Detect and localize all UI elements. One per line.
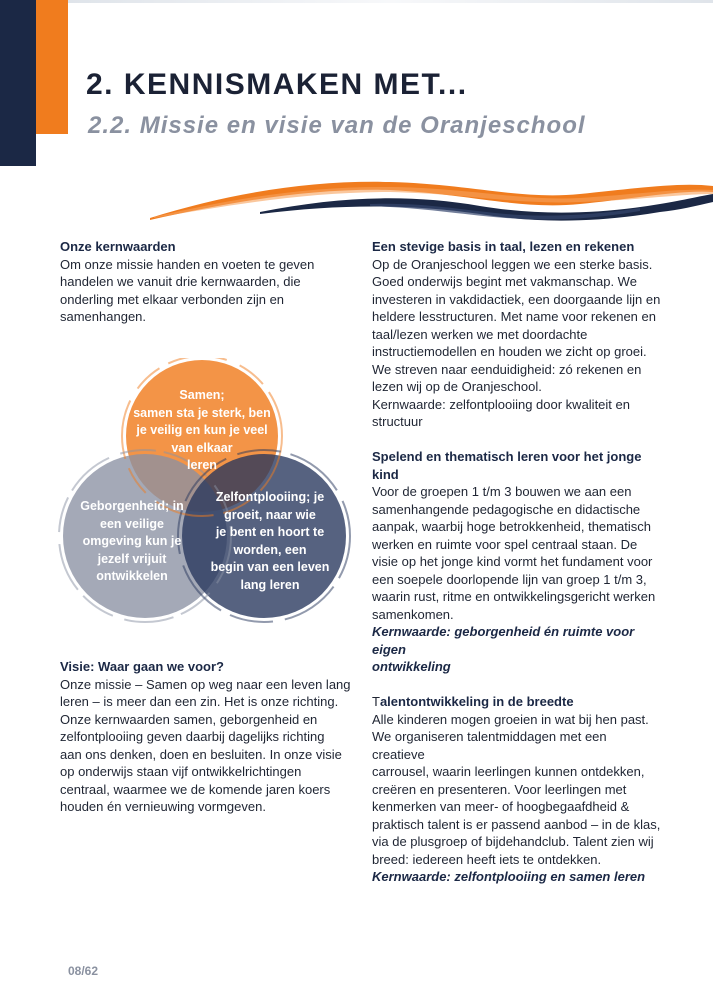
jonge-kind-line: aanpak, waarbij hoge betrokkenheid, thematisch	[372, 519, 651, 534]
visie-heading: Visie: Waar gaan we voor?	[60, 659, 224, 674]
jonge-kind-kernwaarde: ontwikkeling	[372, 659, 451, 674]
venn-label-geborgenheid	[76, 498, 188, 586]
talent-line: praktisch talent is er passend aanbod – in de klas,	[372, 816, 661, 832]
orange-accent-bar	[36, 0, 68, 134]
jonge-kind-line: visie op het jonge kind vormt het fundament voor	[372, 554, 653, 569]
visie-line: Onze missie – Samen op weg naar een leven lang	[60, 676, 351, 692]
jonge-kind-line: werken en ruimte voor spel centraal staan. De	[372, 536, 638, 552]
basis-line: structuur	[372, 414, 423, 429]
basis-line: Goed onderwijs begint met vakmanschap. We	[372, 274, 637, 289]
venn-zelfontplooiing-line: Zelfontplooiing; je	[215, 490, 325, 504]
brush-swoosh-decoration	[140, 168, 713, 228]
jonge-kind-line: een soepele doorlopende lijn van groep 1 t/m 3,	[372, 571, 647, 587]
talent-line: via de plusgroep of bijdehandclub. Talent zien wij	[372, 834, 654, 849]
page-title: 2. KENNISMAKEN MET...	[86, 68, 468, 101]
jonge-kind-line: waarin rust, ritme en ontwikkelingsgericht werken	[372, 589, 656, 604]
venn-samen-line: Samen;	[179, 388, 225, 402]
talent-kernwaarde: Kernwaarde: zelfontplooiing en samen leren	[372, 869, 646, 884]
top-divider	[68, 0, 713, 3]
talent-line: creëren en presenteren. Voor leerlingen met	[372, 781, 627, 797]
talent-line: carrousel, waarin leerlingen kunnen ontdekken,	[372, 764, 645, 779]
basis-line: Op de Oranjeschool leggen we een sterke basis.	[372, 256, 653, 272]
venn-geborgenheid-line: een veilige	[100, 516, 164, 531]
kernwaarden-line: Om onze missie handen en voeten te geven	[60, 256, 315, 272]
basis-line: investeren in vakdidactiek, een doorgaande lijn en	[372, 291, 661, 307]
talent-line: breed: iedereen heeft iets te ontdekken.	[372, 851, 602, 867]
talent-line: Alle kinderen mogen groeien in wat bij hen past.	[372, 711, 649, 727]
talent-line: kenmerken van meer- of hoogbegaafdheid &	[372, 799, 630, 814]
page-number: 08/62	[68, 964, 99, 978]
basis-line: We streven naar eenduidigheid: zó rekenen en	[372, 361, 642, 377]
venn-zelfontplooiing-line: begin van een leven	[210, 560, 330, 574]
venn-samen-line: je veilig en kun je veel	[136, 423, 268, 437]
venn-samen-line: van elkaar	[171, 440, 233, 455]
talent-heading	[372, 693, 662, 711]
basis-line: taal/lezen werken we met doordachte	[372, 326, 588, 342]
venn-samen-line: samen sta je sterk, ben	[133, 405, 271, 420]
ontwikkelrichtingen-column	[372, 238, 662, 886]
talent-heading-initial: T	[372, 694, 380, 709]
venn-geborgenheid-line: Geborgenheid; in	[80, 499, 184, 513]
visie-section	[60, 658, 352, 816]
venn-geborgenheid-line: ontwikkelen	[96, 569, 168, 583]
basis-line: heldere lesstructuren. Met name voor rekenen en	[372, 309, 656, 324]
kernwaarden-section	[60, 238, 320, 326]
jonge-kind-kernwaarde: Kernwaarde: geborgenheid én ruimte voor eigen	[372, 624, 635, 657]
visie-line: zelfontplooiing geven daarbij dagelijks richting	[60, 729, 325, 744]
venn-zelfontplooiing-line: groeit, naar wie	[224, 507, 316, 522]
talent-line: We organiseren talentmiddagen met een creatieve	[372, 729, 607, 762]
visie-line: op onderwijs staan vijf ontwikkelrichtingen	[60, 764, 302, 779]
visie-line: houden én vernieuwing vormgeven.	[60, 799, 266, 814]
basis-line: instructiemodellen en houden we zicht op groei.	[372, 344, 647, 359]
visie-line: leren – is meer dan een zin. Het is onze richting.	[60, 694, 339, 709]
visie-line: Onze kernwaarden samen, geborgenheid en	[60, 711, 318, 727]
page-subtitle: 2.2. Missie en visie van de Oranjeschool	[88, 112, 586, 139]
venn-geborgenheid-line: omgeving kun je	[82, 534, 182, 548]
jonge-kind-line: Voor de groepen 1 t/m 3 bouwen we aan een	[372, 484, 632, 499]
venn-zelfontplooiing-line: lang leren	[240, 577, 300, 592]
jonge-kind-heading: Spelend en thematisch leren voor het jonge kind	[372, 449, 642, 482]
basis-line: lezen wij op de Oranjeschool.	[372, 379, 542, 394]
visie-line: aan ons denken, doen en besluiten. In onze visie	[60, 746, 342, 762]
kernwaarden-line: samenhangen.	[60, 309, 147, 324]
kernwaarden-line: handelen we vanuit drie kernwaarden, die	[60, 274, 301, 289]
navy-accent-bar	[0, 0, 36, 166]
venn-geborgenheid-line: jezelf vrijuit	[97, 551, 167, 566]
visie-line: centraal, waarmee we de komende jaren koers	[60, 781, 331, 797]
kernwaarden-heading: Onze kernwaarden	[60, 239, 176, 254]
venn-label-zelfontplooiing	[206, 489, 334, 594]
basis-line: Kernwaarde: zelfontplooiing door kwaliteit en	[372, 396, 630, 412]
venn-zelfontplooiing-line: je bent en hoort te	[215, 525, 325, 539]
venn-label-samen	[130, 387, 274, 475]
talent-heading-rest: alentontwikkeling in de breedte	[379, 694, 574, 709]
jonge-kind-line: samenhangende pedagogische en didactische	[372, 501, 641, 517]
venn-zelfontplooiing-line: worden, een	[233, 542, 307, 557]
kernwaarden-line: onderling met elkaar verbonden zijn en	[60, 291, 285, 307]
venn-samen-line: leren	[187, 458, 217, 472]
jonge-kind-line: samenkomen.	[372, 606, 454, 622]
basis-heading: Een stevige basis in taal, lezen en rekenen	[372, 239, 635, 254]
